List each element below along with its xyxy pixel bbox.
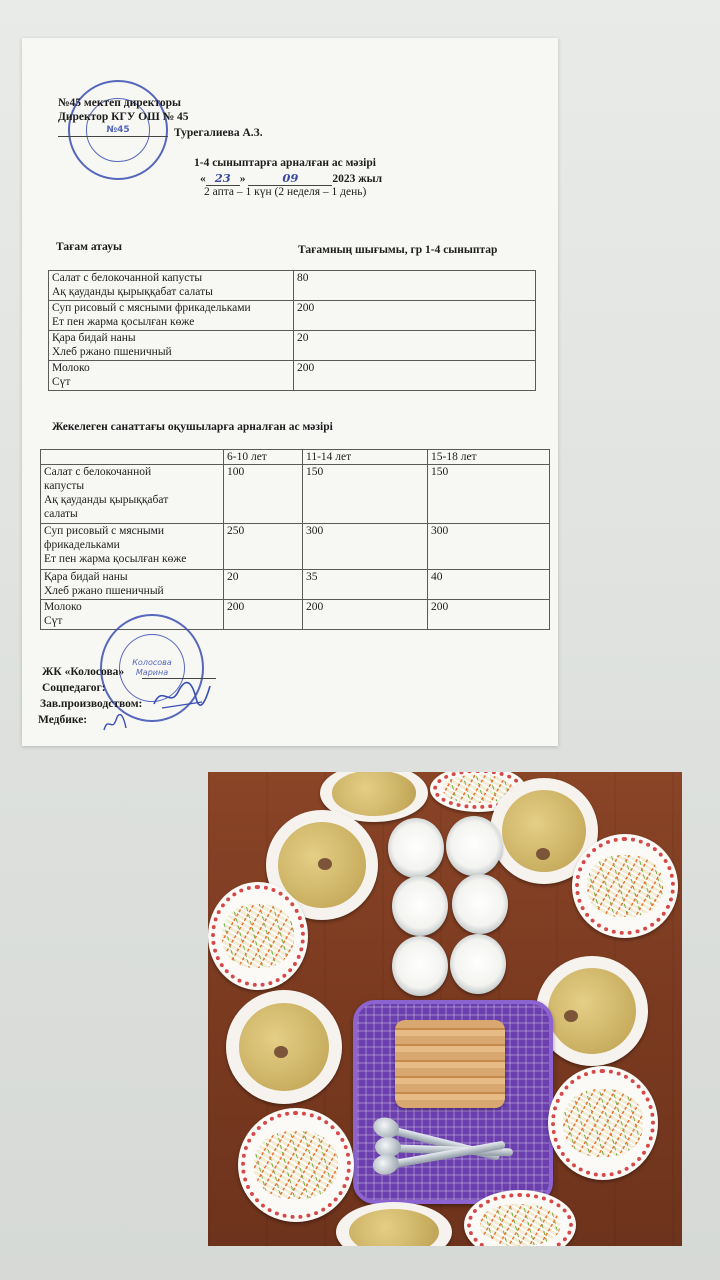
dish-name-cell — [41, 570, 224, 600]
company-name: ЖК «Колосова» — [42, 666, 125, 678]
grams-age-6-10: 100 — [224, 465, 303, 524]
grams-age-11-14: 35 — [303, 570, 428, 600]
dish-name-line: Ақ қауданды қырыққабат — [44, 494, 169, 506]
dish-name-ru: Қара бидай наны — [52, 332, 136, 344]
meatball — [536, 848, 550, 860]
dish-name-kz: Ет пен жарма қосылған көже — [52, 316, 195, 328]
header-age-11-14: 11-14 лет — [303, 450, 428, 465]
column-yield: Тағамның шығымы, гр 1-4 сыныптар — [298, 244, 498, 256]
date-month: 09 — [248, 171, 332, 186]
category-table-title: Жекелеген санаттағы оқушыларға арналған ас мәзірі — [52, 421, 333, 433]
cabbage-salad — [480, 1204, 561, 1246]
approval-line-1: №45 мектеп директоры — [58, 97, 181, 109]
column-dish-name: Тағам атауы — [56, 241, 122, 253]
spoon-bowl — [371, 1152, 400, 1176]
director-signature-line — [58, 136, 168, 137]
header-age-15-18: 15-18 лет — [428, 450, 550, 465]
soup-bowl — [226, 990, 342, 1104]
social-pedagogue-label: Соцпедагог: — [42, 682, 106, 694]
milk-glass — [392, 876, 448, 936]
table-row — [49, 301, 536, 331]
salad-plate — [548, 1066, 658, 1180]
dish-grams: 20 — [294, 331, 536, 361]
table-row — [49, 271, 536, 301]
dish-name-kz: Ақ қауданды қырыққабат салаты — [52, 286, 213, 298]
dish-name-kz: Сүт — [52, 376, 71, 388]
dish-name-cell — [41, 524, 224, 570]
sliced-bread — [395, 1020, 505, 1108]
dish-name-cell — [49, 301, 294, 331]
menu-title: 1-4 сыныптарға арналған ас мәзірі — [194, 157, 376, 169]
dish-name-line: фрикадельками — [44, 539, 120, 551]
cabbage-salad — [222, 904, 294, 969]
dish-name-ru: Молоко — [52, 362, 90, 374]
milk-glass — [446, 816, 502, 876]
salad-plate — [572, 834, 678, 938]
menu-document — [22, 38, 558, 746]
soup — [332, 772, 416, 816]
dish-name-line: Молоко — [44, 601, 82, 613]
table-header-row — [41, 450, 550, 465]
soup-bowl — [336, 1202, 452, 1246]
grams-age-6-10: 20 — [224, 570, 303, 600]
dish-name-cell — [49, 361, 294, 391]
header-empty-cell — [41, 450, 224, 465]
grams-age-11-14: 300 — [303, 524, 428, 570]
milk-glass — [388, 818, 444, 878]
table-row — [41, 465, 550, 524]
dish-name-cell — [49, 271, 294, 301]
grams-age-11-14: 150 — [303, 465, 428, 524]
dish-name-cell — [49, 331, 294, 361]
date-day: 23 — [206, 171, 240, 186]
salad-plate — [208, 882, 308, 990]
bread-basket — [353, 1000, 553, 1204]
lunch-photo — [208, 772, 682, 1246]
dish-name-line: салаты — [44, 508, 78, 520]
school-stamp — [68, 80, 168, 180]
nurse-label: Медбике: — [38, 714, 88, 726]
cabbage-salad — [254, 1131, 338, 1199]
table-row — [41, 600, 550, 630]
salad-plate — [238, 1108, 354, 1222]
category-table — [40, 449, 550, 630]
signature-scribble — [152, 678, 212, 714]
grams-age-15-18: 300 — [428, 524, 550, 570]
dish-grams: 80 — [294, 271, 536, 301]
header-age-6-10: 6-10 лет — [224, 450, 303, 465]
dish-name-ru: Суп рисовый с мясными фрикадельками — [52, 302, 251, 314]
week-day: 2 апта – 1 күн (2 неделя – 1 день) — [204, 186, 367, 198]
company-stamp-text: Колосова Марина — [132, 657, 172, 677]
soup — [349, 1209, 439, 1246]
dish-name-line: Суп рисовый с мясными — [44, 525, 165, 537]
dish-name-line: капусты — [44, 480, 85, 492]
meatball — [274, 1046, 288, 1058]
milk-glass — [452, 874, 508, 934]
dish-name-line: Хлеб ржано пшеничный — [44, 585, 164, 597]
cabbage-salad — [563, 1089, 642, 1157]
grams-age-15-18: 150 — [428, 465, 550, 524]
director-name: Турегалиева А.З. — [174, 127, 263, 139]
milk-glass — [450, 934, 506, 994]
dish-name-line: Сүт — [44, 615, 63, 627]
table-row — [49, 361, 536, 391]
date-quote-close: » — [239, 173, 246, 185]
cabbage-salad — [587, 855, 663, 917]
menu-table — [48, 270, 536, 391]
grams-age-6-10: 200 — [224, 600, 303, 630]
dish-name-line: Ет пен жарма қосылған көже — [44, 553, 187, 565]
dish-name-ru: Салат с белокочанной капусты — [52, 272, 203, 284]
table-row — [49, 331, 536, 361]
soup — [548, 968, 635, 1054]
meatball — [318, 858, 332, 870]
date-quote-open: « — [200, 173, 206, 185]
grams-age-15-18: 200 — [428, 600, 550, 630]
grams-age-15-18: 40 — [428, 570, 550, 600]
date-year: 2023 жыл — [332, 173, 383, 185]
dish-grams: 200 — [294, 301, 536, 331]
grams-age-6-10: 250 — [224, 524, 303, 570]
school-stamp-text: №45 — [106, 125, 130, 135]
grams-age-11-14: 200 — [303, 600, 428, 630]
dish-name-line: Қара бидай наны — [44, 571, 128, 583]
meatball — [564, 1010, 578, 1022]
milk-glass — [392, 936, 448, 996]
dish-grams: 200 — [294, 361, 536, 391]
nurse-signature-scribble — [102, 714, 128, 734]
table-row — [41, 570, 550, 600]
dish-name-cell — [41, 465, 224, 524]
dish-name-line: Салат с белокочанной — [44, 466, 152, 478]
approval-line-2: Директор КГУ ОШ № 45 — [58, 111, 189, 123]
menu-date — [200, 171, 382, 186]
production-head-label: Зав.производством: — [40, 698, 143, 710]
table-row — [41, 524, 550, 570]
dish-name-kz: Хлеб ржано пшеничный — [52, 346, 172, 358]
